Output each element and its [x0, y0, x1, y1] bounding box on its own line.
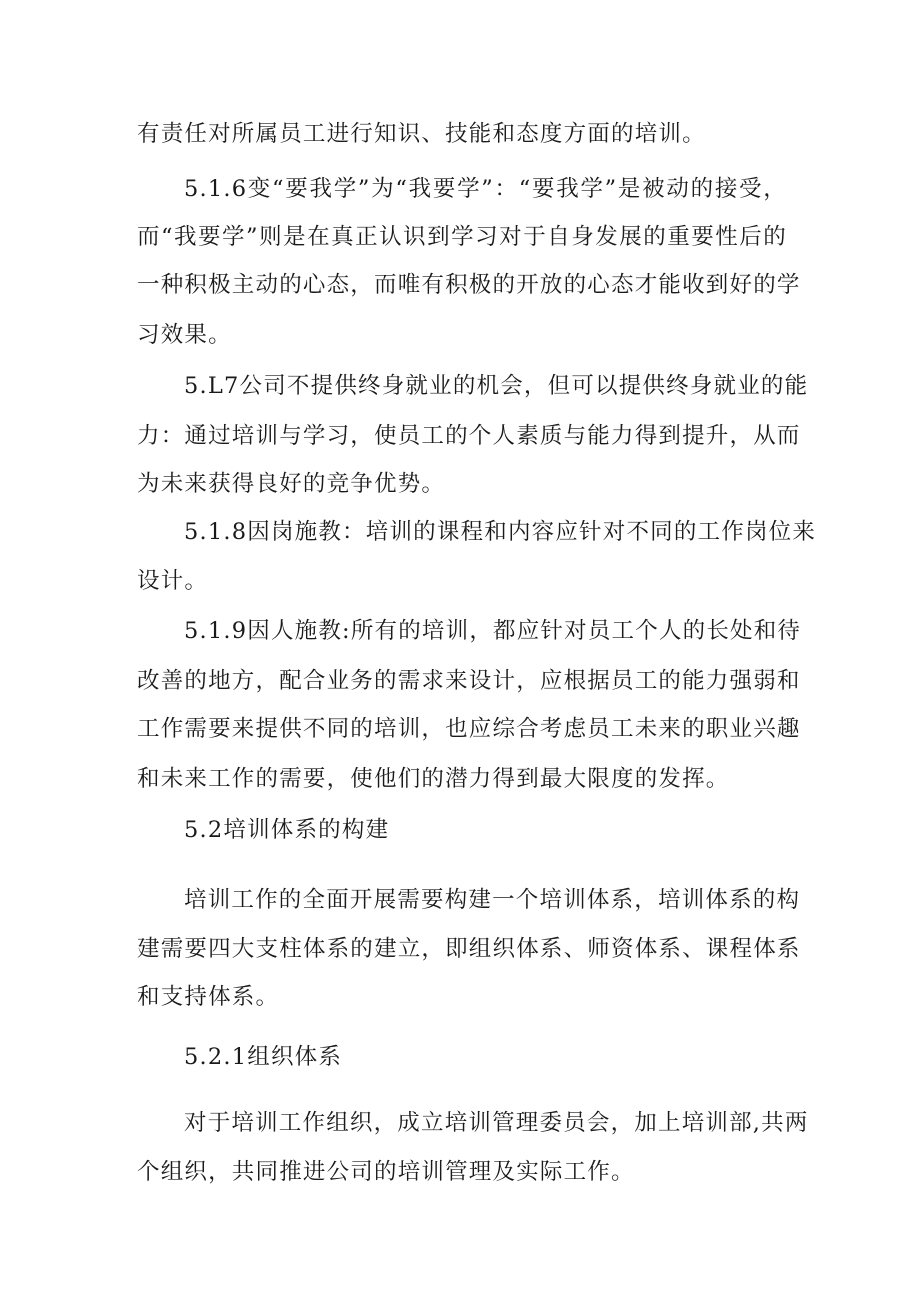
text-line: 改善的地方，配合业务的需求来设计，应根据员工的能力强弱和	[137, 668, 801, 694]
text-line: 有责任对所属员工进行知识、技能和态度方面的培训。	[137, 121, 706, 147]
paragraph-first-line: 5.1.8因岗施教：培训的课程和内容应针对不同的工作岗位来	[184, 519, 817, 545]
text-line: 习效果。	[137, 322, 232, 348]
text-line: 和未来工作的需要，使他们的潜力得到最大限度的发挥。	[137, 766, 730, 792]
paragraph-first-line: 培训工作的全面开展需要构建一个培训体系，培训体系的构	[184, 887, 801, 913]
text-line: 一种积极主动的心态，而唯有积极的开放的心态才能收到好的学	[137, 272, 801, 298]
paragraph-first-line: 对于培训工作组织，成立培训管理委员会，加上培训部,共两	[184, 1110, 809, 1136]
text-line: 而“我要学”则是在真正认识到学习对于自身发展的重要性后的	[137, 224, 787, 250]
text-line: 工作需要来提供不同的培训，也应综合考虑员工未来的职业兴趣	[137, 716, 801, 742]
paragraph-first-line: 5.1.6变“要我学”为“我要学”：“要我学”是被动的接受，	[184, 176, 787, 202]
subsection-heading: 5.2.1组织体系	[184, 1044, 343, 1070]
text-line: 为未来获得良好的竞争优势。	[137, 471, 446, 497]
text-line: 个组织，共同推进公司的培训管理及实际工作。	[137, 1159, 635, 1185]
text-line: 和支持体系。	[137, 984, 280, 1010]
paragraph-first-line: 5.L7公司不提供终身就业的机会，但可以提供终身就业的能	[184, 373, 809, 399]
paragraph-first-line: 5.1.9因人施教:所有的培训，都应针对员工个人的长处和待	[184, 618, 802, 644]
text-line: 力：通过培训与学习，使员工的个人素质与能力得到提升，从而	[137, 423, 801, 449]
text-line: 设计。	[137, 568, 209, 594]
text-line: 建需要四大支柱体系的建立，即组织体系、师资体系、课程体系	[137, 936, 801, 962]
section-heading: 5.2培训体系的构建	[184, 817, 390, 843]
